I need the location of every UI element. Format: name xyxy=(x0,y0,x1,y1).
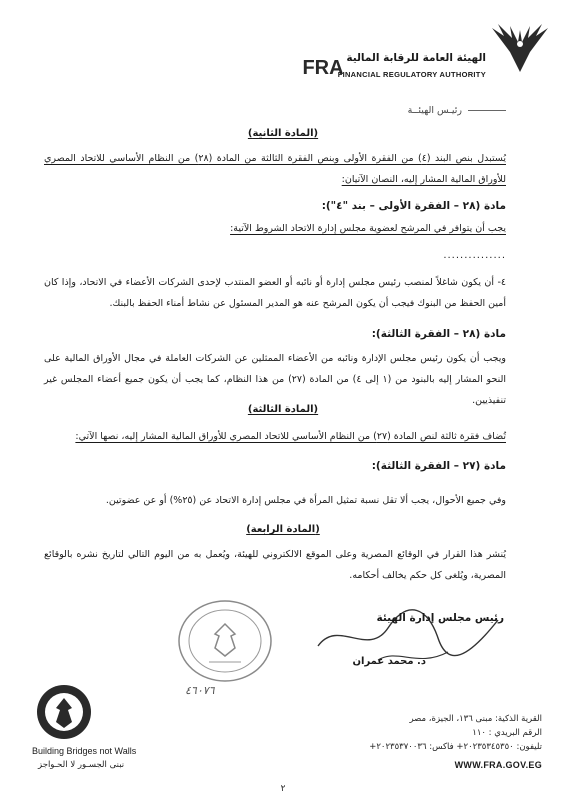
tagline-arabic: نبنى الجسـور لا الحـواجز xyxy=(38,760,125,770)
paragraph-women-representation: وفي جميع الأحوال، يجب ألا تقل نسبة تمثيل المرأة في مجلس إدارة الاتحاد عن (٢٥%) أو عن عضوتين. xyxy=(105,495,506,506)
footer-postal-code: الرقم البريدي : ١١٠ xyxy=(472,728,542,738)
footer-address: القرية الذكية: مبنى ١٣٦، الجيزة، مصر xyxy=(409,714,542,724)
arab-republic-seal-icon xyxy=(36,684,92,740)
official-stamp-icon xyxy=(175,596,275,686)
signatory-title: رئيس مجلس إدارة الهيئة xyxy=(376,612,504,624)
article-4-title: (المادة الرابعة) xyxy=(246,524,320,535)
paragraph-text: يُستبدل بنص البند (٤) من الفقرة الأولى وبنص الفقرة الثالثة من المادة (٢٨) من النظام الأساسي للاتحاد المصري للأوراق المالية المشار إليه، النصان الآتيان: xyxy=(44,153,506,185)
article-2-title: (المادة الثانية) xyxy=(247,128,319,139)
footer-website-link[interactable]: WWW.FRA.GOV.EG xyxy=(454,760,542,770)
paragraph-text: يجب أن يتوافر في المرشح لعضوية مجلس إدارة الاتحاد الشروط الآتية: xyxy=(230,223,506,234)
stamp-number: ٤٦٠٧٦ xyxy=(185,684,215,697)
clause-28-1-4-heading: مادة (٢٨ – الفقرة الأولى – بند "٤"): xyxy=(321,200,506,212)
paragraph-replacement-intro xyxy=(44,148,506,190)
tagline-english: Building Bridges not Walls xyxy=(32,746,137,756)
eagle-logo-icon xyxy=(488,22,552,74)
article-3-title: (المادة الثالثة) xyxy=(247,404,319,415)
org-name-english: FINANCIAL REGULATORY AUTHORITY xyxy=(337,70,486,79)
paragraph-addition-intro xyxy=(44,426,506,447)
paragraph-text: تُضاف فقرة ثالثة لنص المادة (٢٧) من النظام الأساسي للاتحاد المصري للأوراق المالية المشار إليه، نصها الآتي: xyxy=(75,431,506,442)
paragraph-board-chair: ويجب أن يكون رئيس مجلس الإدارة ونائبه من الأعضاء الممثلين عن الشركات العاملة في مجال الأوراق المالية على النحو المشار إليه بالبنود من (١ إلى ٤) من المادة (٢٧) من هذا النظام، كما يجب أن يكون جميع أعضاء المجلس غير تنفيذيين. xyxy=(44,353,506,406)
org-name-arabic: الهيئة العامة للرقابة المالية xyxy=(346,52,486,64)
page-number: ٢ xyxy=(280,784,286,794)
office-label: رئيـس الهيئــة xyxy=(408,105,506,116)
paragraph-conditions xyxy=(44,218,506,239)
footer-phone-fax: تليفون: ٢٠٢٣٥٣٤٥٣٥٠+ فاكس: ٢٠٢٣٥٣٧٠٠٣٦+ xyxy=(369,742,542,752)
clause-28-3-heading: مادة (٢٨ – الفقرة الثالثة): xyxy=(371,328,506,340)
clause-27-3-heading: مادة (٢٧ – الفقرة الثالثة): xyxy=(371,460,506,472)
fra-mark-text: FRA xyxy=(302,57,344,79)
signatory-name: د. محمد عمران xyxy=(352,656,426,667)
paragraph-publication: يُنشر هذا القرار في الوقائع المصرية وعلى الموقع الالكتروني للهيئة، ويُعمل به من اليوم التالي لتاريخ نشره بالوقائع المصرية، ويُلغى كل حكم يخالف أحكامه. xyxy=(44,549,506,581)
ellipsis: ............... xyxy=(443,250,506,261)
paragraph-item-4: ٤- أن يكون شاغلاً لمنصب رئيس مجلس إدارة أو نائبه أو العضو المنتدب لإحدى الشركات الأعضاء في الاتحاد، وإذا كان أمين الحفظ من البنوك فيجب أن يكون المرشح عنه هو المدير المسئول عن نشاط أمناء الحفظ بالبنك. xyxy=(44,277,506,309)
